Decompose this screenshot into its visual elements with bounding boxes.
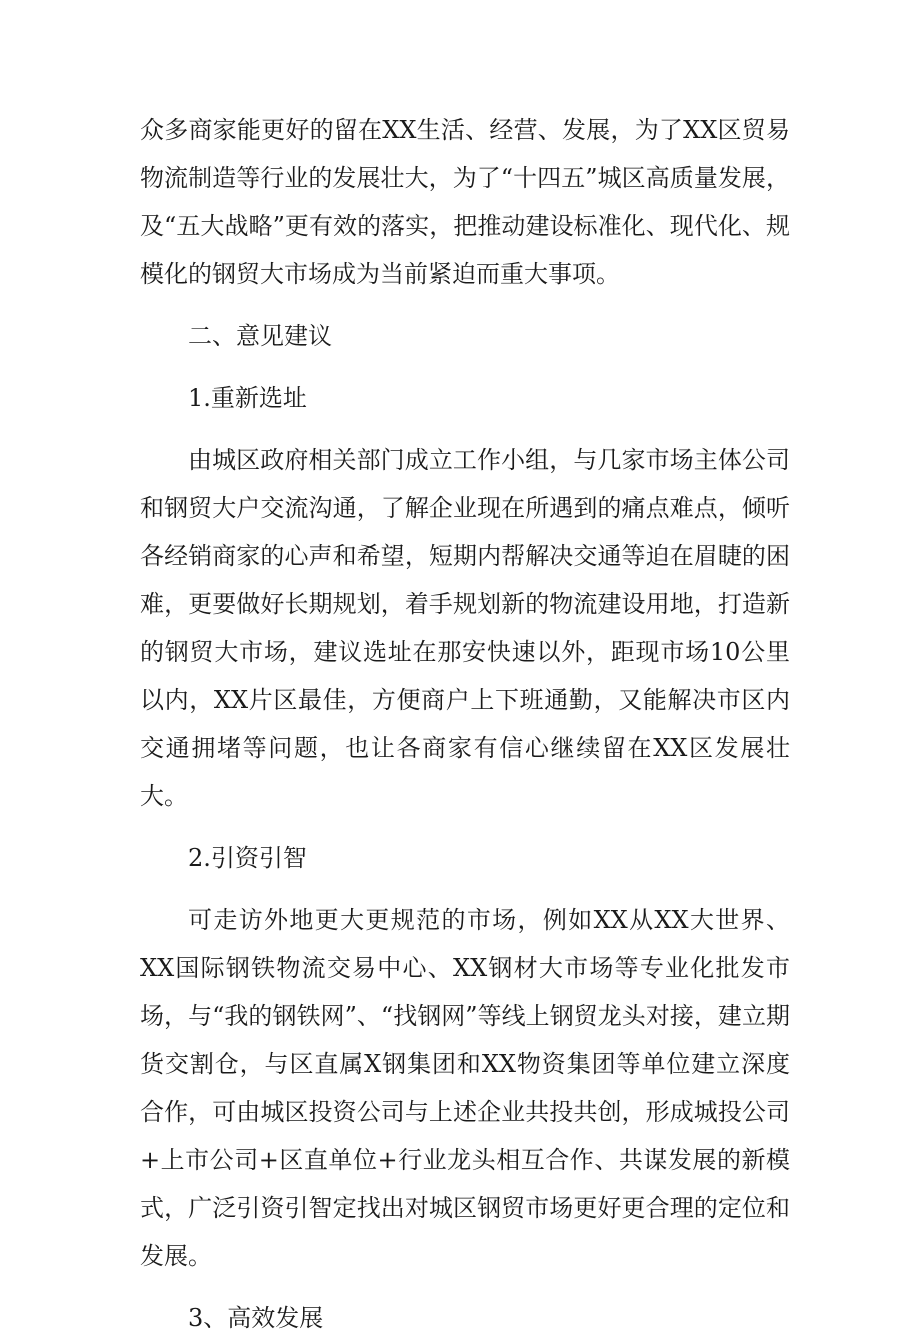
- section-heading-suggestions: 二、意见建议: [188, 322, 332, 350]
- paragraph-market-development: 众多商家能更好的留在XX生活、经营、发展，为了XX区贸易物流制造等行业的发展壮大，为了“十四五”城区高质量发展，及“五大战略”更有效的落实，把推动建设标准化、现代化、规模化的钢贸大市场成为当前紧迫而重大事项。: [140, 116, 790, 288]
- subheading-relocation: 1.重新选址: [188, 384, 307, 412]
- paragraph-relocation: 由城区政府相关部门成立工作小组，与几家市场主体公司和钢贸大户交流沟通，了解企业现在所遇到的痛点难点，倾听各经销商家的心声和希望，短期内帮解决交通等迫在眉睫的困难，更要做好长期规划，着手规划新的物流建设用地，打造新的钢贸大市场，建议选址在那安快速以外，距现市场10公里以内，XX片区最佳，方便商户上下班通勤，又能解决市区内交通拥堵等问题，也让各商家有信心继续留在XX区发展壮大。: [140, 446, 790, 810]
- paragraph-investment: 可走访外地更大更规范的市场，例如XX从XX大世界、XX国际钢铁物流交易中心、XX钢材大市场等专业化批发市场，与“我的钢铁网”、“找钢网”等线上钢贸龙头对接，建立期货交割仓，与区直属X钢集团和XX物资集团等单位建立深度合作，可由城区投资公司与上述企业共投共创，形成城投公司+上市公司+区直单位+行业龙头相互合作、共谋发展的新模式，广泛引资引智定找出对城区钢贸市场更好更合理的定位和发展。: [140, 906, 790, 1270]
- subheading-investment: 2.引资引智: [188, 844, 307, 872]
- document-body: [140, 106, 790, 1342]
- subheading-efficient-development: 3、高效发展: [188, 1304, 324, 1332]
